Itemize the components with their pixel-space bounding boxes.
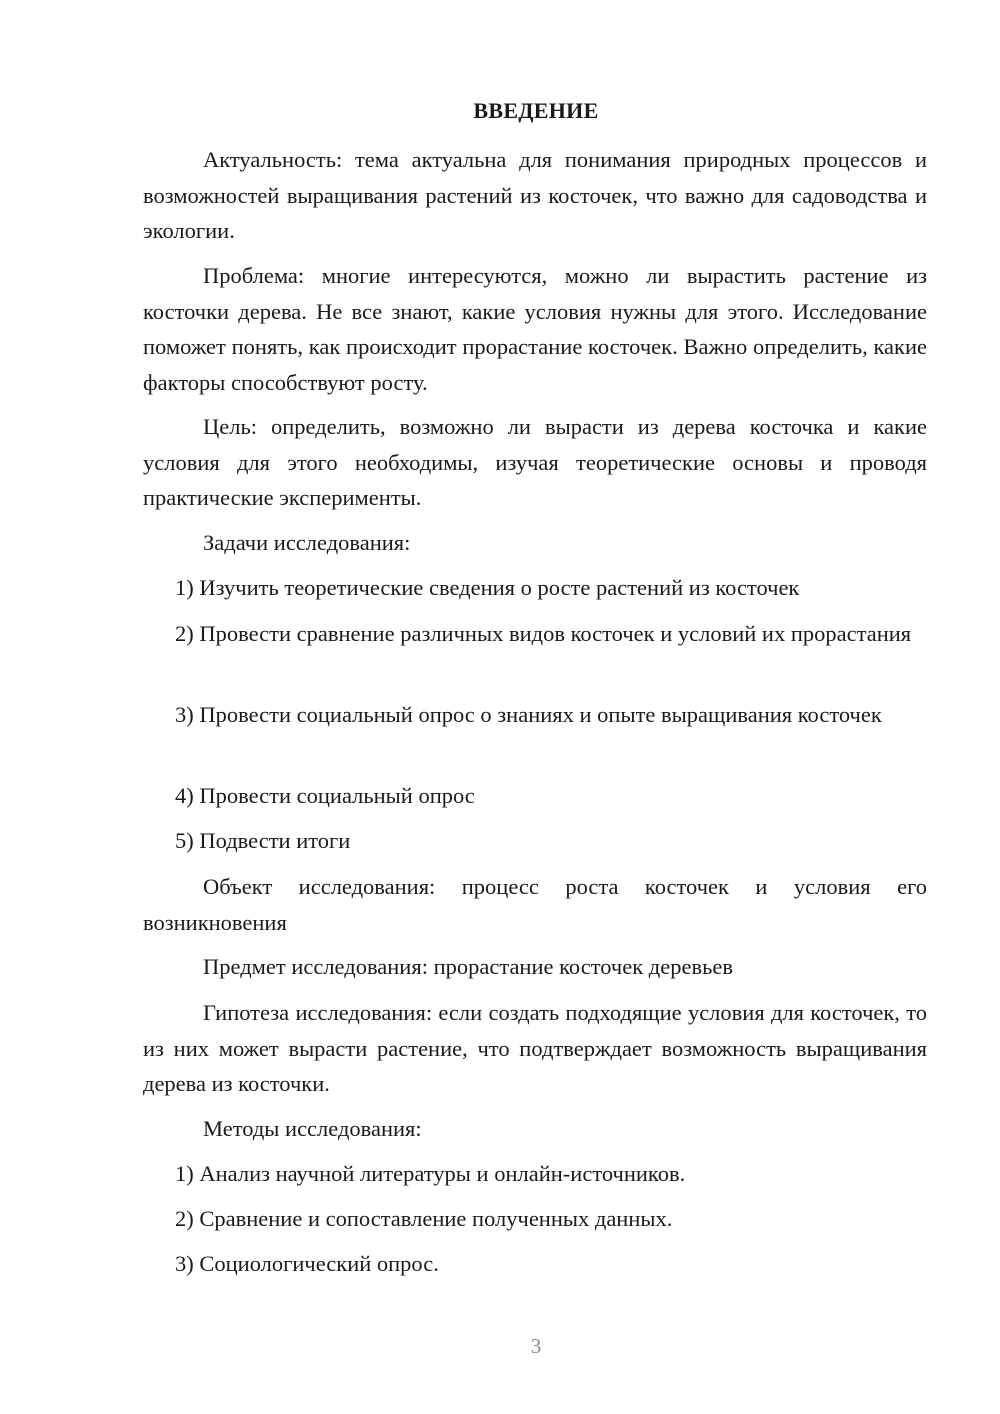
method-item: 3) Социологический опрос. [175, 1251, 439, 1276]
methods-heading: Методы исследования: [203, 1116, 422, 1141]
object-paragraph: Объект исследования: процесс роста косточек и условия его возникновения [143, 874, 927, 935]
method-item: 2) Сравнение и сопоставление полученных данных. [175, 1206, 673, 1231]
page-number: 3 [530, 1334, 542, 1358]
task-item: 3) Провести социальный опрос о знаниях и опыте выращивания косточек [175, 702, 882, 727]
tasks-heading: Задачи исследования: [203, 530, 411, 555]
task-item: 1) Изучить теоретические сведения о росте растений из косточек [175, 575, 800, 600]
task-item: 2) Провести сравнение различных видов косточек и условий их прорастания [175, 621, 912, 646]
subject-paragraph: Предмет исследования: прорастание косточек деревьев [203, 954, 733, 979]
task-item: 4) Провести социальный опрос [175, 783, 475, 808]
task-item: 5) Подвести итоги [175, 828, 351, 853]
section-heading: ВВЕДЕНИЕ [473, 98, 599, 123]
problem-paragraph: Проблема: многие интересуются, можно ли вырастить растение из косточки дерева. Не все знают, какие условия нужны для этого. Исследование поможет понять, как происходит прорастание косточек. Важно определить, какие факторы способствуют росту. [143, 263, 927, 395]
hypothesis-paragraph: Гипотеза исследования: если создать подходящие условия для косточек, то из них может вырасти растение, что подтверждает возможность выращивания дерева из косточки. [143, 1000, 927, 1096]
relevance-paragraph: Актуальность: тема актуальна для понимания природных процессов и возможностей выращивания растений из косточек, что важно для садоводства и экологии. [143, 147, 927, 243]
method-item: 1) Анализ научной литературы и онлайн-источников. [175, 1161, 686, 1186]
goal-paragraph: Цель: определить, возможно ли вырасти из дерева косточка и какие условия для этого необходимы, изучая теоретические основы и проводя практические эксперименты. [143, 414, 927, 510]
